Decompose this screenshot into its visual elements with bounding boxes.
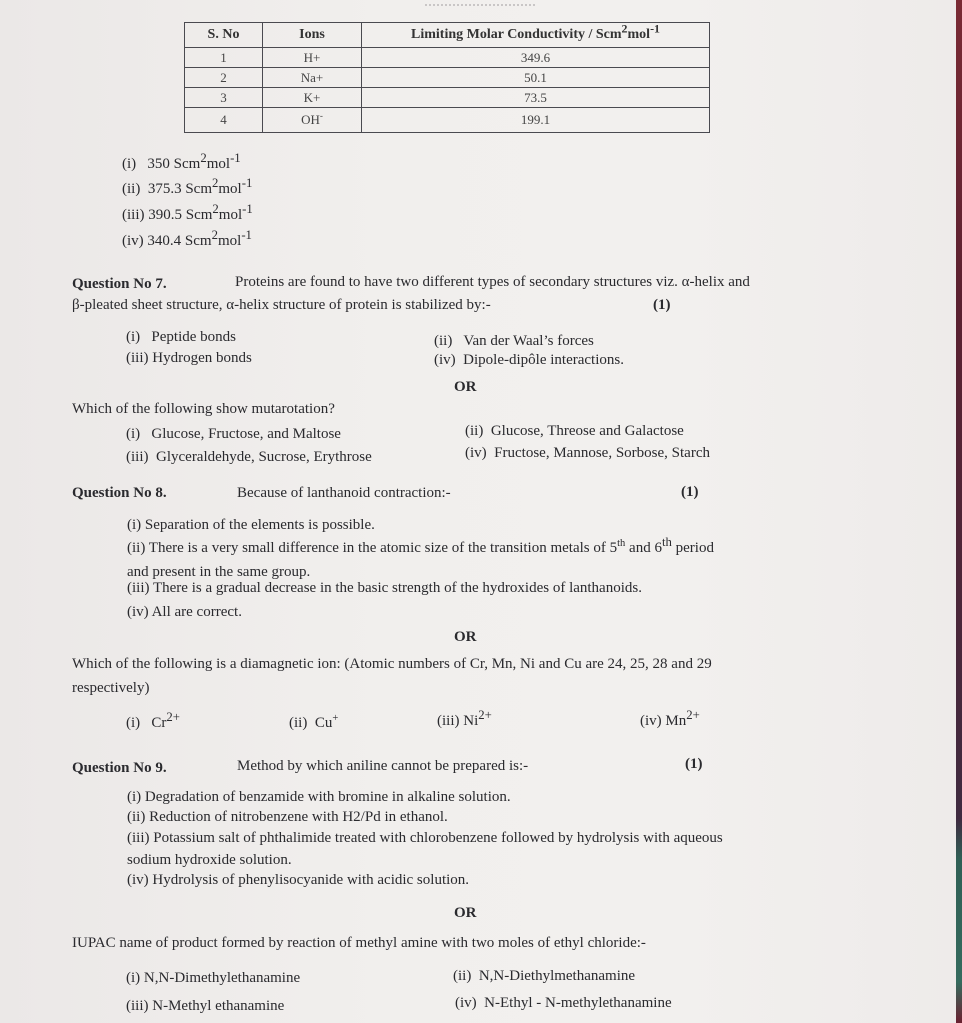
q9-text: Method by which aniline cannot be prepared is:- (237, 758, 529, 774)
q9-alt-option-3 (126, 998, 284, 1015)
q6-option-4 (122, 228, 252, 250)
q8-option-2 (127, 535, 714, 557)
option-number: (iii) (126, 449, 149, 465)
option-number: (iv) (455, 995, 477, 1011)
q8-option-2-cont: and present in the same group. (127, 564, 311, 580)
q9-option-3-cont: sodium hydroxide solution. (127, 852, 292, 868)
header-sup-2: 2 (621, 21, 628, 36)
table-header-row (185, 23, 710, 48)
option-text: Dipole-dipôle interactions. (463, 352, 624, 368)
option-number: (iv) (122, 233, 144, 249)
q7-text-line2: β-pleated sheet structure, α-helix structure of protein is stabilized by:- (72, 297, 491, 313)
q9-option-1: (i) Degradation of benzamide with bromine in alkaline solution. (127, 789, 511, 805)
option-sup: -1 (230, 151, 241, 165)
q9-marks: (1) (685, 756, 703, 772)
option-text: N,N-Diethylmethanamine (478, 968, 636, 984)
q8-alt-option-4 (640, 708, 700, 730)
option-text: Glyceraldehyde, Sucrose, Erythrose (156, 449, 372, 465)
option-text: N-Ethyl - N-methylethanamine (484, 995, 672, 1011)
cell-sno: 4 (185, 108, 263, 133)
header-sno: S. No (185, 23, 263, 48)
background-edge (956, 0, 962, 1023)
option-charge: 2+ (166, 710, 180, 724)
q7-option-3 (126, 350, 252, 367)
table-row (185, 108, 710, 133)
q8-option-1: (i) Separation of the elements is possible. (127, 517, 375, 533)
q9-title: Question No 9. (72, 760, 167, 776)
conductivity-table (184, 22, 710, 133)
option-value: 350 Scm (147, 156, 201, 172)
cell-sno: 1 (185, 48, 263, 68)
q9-alt-option-1 (126, 970, 300, 987)
option-value: 340.4 Scm (147, 233, 212, 249)
q8-alt-question-line2: respectively) (72, 680, 150, 696)
cell-ion: Na+ (263, 68, 362, 88)
option-text: period (671, 540, 714, 556)
option-sup: -1 (242, 202, 253, 216)
option-unit: mol (218, 181, 242, 197)
header-sup-minus1: -1 (650, 21, 660, 36)
table-row (185, 48, 710, 68)
option-value: 390.5 Scm (148, 207, 213, 223)
option-number: (iv) (640, 713, 662, 729)
cell-ion-charge: - (319, 110, 323, 121)
option-unit: mol (206, 156, 231, 172)
option-unit: mol (218, 207, 243, 223)
option-number: (ii) (289, 715, 308, 731)
option-number: (ii) (465, 423, 484, 439)
option-number: (iv) (434, 352, 456, 368)
q8-option-4: (iv) All are correct. (127, 604, 242, 620)
option-ion: Ni (463, 713, 479, 729)
q8-alt-option-2 (289, 715, 338, 732)
option-charge: 2+ (686, 708, 700, 722)
option-text: Van der Waal’s forces (463, 333, 594, 349)
q7-alt-question: Which of the following show mutarotation? (72, 401, 335, 417)
q8-alt-option-1 (126, 710, 180, 732)
q7-option-4 (434, 352, 624, 369)
q8-text: Because of lanthanoid contraction:- (237, 485, 451, 501)
option-number: (iii) (122, 207, 145, 223)
option-sup: th (661, 535, 672, 549)
option-number: (ii) (453, 968, 472, 984)
option-number: (iii) (126, 998, 149, 1014)
cell-sno: 3 (185, 88, 263, 108)
q9-option-2: (ii) Reduction of nitrobenzene with H2/Pd in ethanol. (127, 809, 448, 825)
q9-alt-option-2 (453, 968, 635, 985)
option-sup: th (617, 538, 626, 549)
q6-option-2 (122, 176, 253, 198)
option-unit: mol (217, 233, 242, 249)
option-number: (i) (126, 329, 141, 345)
option-text: Glucose, Fructose, and Maltose (151, 426, 341, 442)
q6-option-1 (122, 151, 241, 173)
option-text: Hydrogen bonds (152, 350, 252, 366)
q9-or: OR (454, 905, 477, 921)
header-mol: mol (627, 27, 651, 42)
option-value: 375.3 Scm (147, 181, 212, 197)
cell-ion: K+ (263, 88, 362, 108)
cell-value: 199.1 (362, 108, 710, 133)
option-text: N-Methyl ethanamine (152, 998, 285, 1014)
option-text: and 6 (625, 540, 662, 556)
q9-option-4: (iv) Hydrolysis of phenylisocyanide with acidic solution. (127, 872, 470, 888)
table-row (185, 88, 710, 108)
option-number: (iii) (437, 713, 460, 729)
cell-ion-text: OH (301, 112, 320, 127)
table-row (185, 68, 710, 88)
cell-value: 50.1 (362, 68, 710, 88)
q8-or: OR (454, 629, 477, 645)
header-conductivity (362, 23, 710, 48)
cropped-heading (425, 0, 535, 6)
option-text: Fructose, Mannose, Sorbose, Starch (494, 445, 710, 461)
option-ion: Cr (151, 715, 167, 731)
option-charge: 2+ (478, 708, 492, 722)
cell-sno: 2 (185, 68, 263, 88)
option-number: (i) (126, 715, 141, 731)
q7-title: Question No 7. (72, 276, 167, 292)
q8-alt-option-3 (437, 708, 492, 730)
q7-alt-option-2 (465, 423, 684, 440)
q7-alt-option-3 (126, 449, 372, 466)
option-sup: 2 (212, 176, 219, 190)
q7-marks: (1) (653, 297, 671, 313)
header-ions: Ions (263, 23, 362, 48)
q8-marks: (1) (681, 484, 699, 500)
option-sup: -1 (241, 228, 252, 242)
q7-or: OR (454, 379, 477, 395)
option-text: Peptide bonds (151, 329, 237, 345)
option-sup: 2 (211, 228, 218, 242)
option-sup: 2 (200, 151, 207, 165)
option-ion: Cu (314, 715, 333, 731)
option-number: (ii) (122, 181, 141, 197)
option-ion: Mn (665, 713, 687, 729)
option-number: (i) (122, 156, 137, 172)
option-number: (i) (126, 426, 141, 442)
option-text: N,N-Dimethylethanamine (143, 970, 301, 986)
option-text: Glucose, Threose and Galactose (490, 423, 684, 439)
q7-option-1 (126, 329, 236, 346)
option-charge: + (332, 713, 339, 724)
q7-text-line1: Proteins are found to have two different types of secondary structures viz. α-helix and (235, 274, 750, 290)
cell-ion (263, 108, 362, 133)
q7-alt-option-4 (465, 445, 710, 462)
cell-value: 73.5 (362, 88, 710, 108)
option-sup: 2 (212, 202, 219, 216)
q8-option-3: (iii) There is a gradual decrease in the basic strength of the hydroxides of lanthanoids. (127, 580, 642, 596)
q7-option-2 (434, 333, 594, 350)
q8-alt-question-line1: Which of the following is a diamagnetic ion: (Atomic numbers of Cr, Mn, Ni and Cu are 24, 25, 28 and 29 (72, 656, 712, 672)
q9-option-3: (iii) Potassium salt of phthalimide treated with chlorobenzene followed by hydrolysis with aqueous (127, 830, 723, 846)
option-number: (iii) (126, 350, 149, 366)
option-number: (ii) (434, 333, 453, 349)
q7-alt-option-1 (126, 426, 341, 443)
q8-title: Question No 8. (72, 485, 167, 501)
option-number: (i) (126, 970, 141, 986)
header-conductivity-text: Limiting Molar Conductivity / Scm (411, 27, 622, 42)
option-sup: -1 (241, 176, 253, 190)
cell-value: 349.6 (362, 48, 710, 68)
q6-option-3 (122, 202, 253, 224)
option-text: (ii) There is a very small difference in the atomic size of the transition metals of 5 (127, 540, 618, 556)
option-number: (iv) (465, 445, 487, 461)
cell-ion: H+ (263, 48, 362, 68)
q9-alt-option-4 (455, 995, 672, 1012)
q9-alt-question: IUPAC name of product formed by reaction of methyl amine with two moles of ethyl chloride:- (72, 935, 646, 951)
